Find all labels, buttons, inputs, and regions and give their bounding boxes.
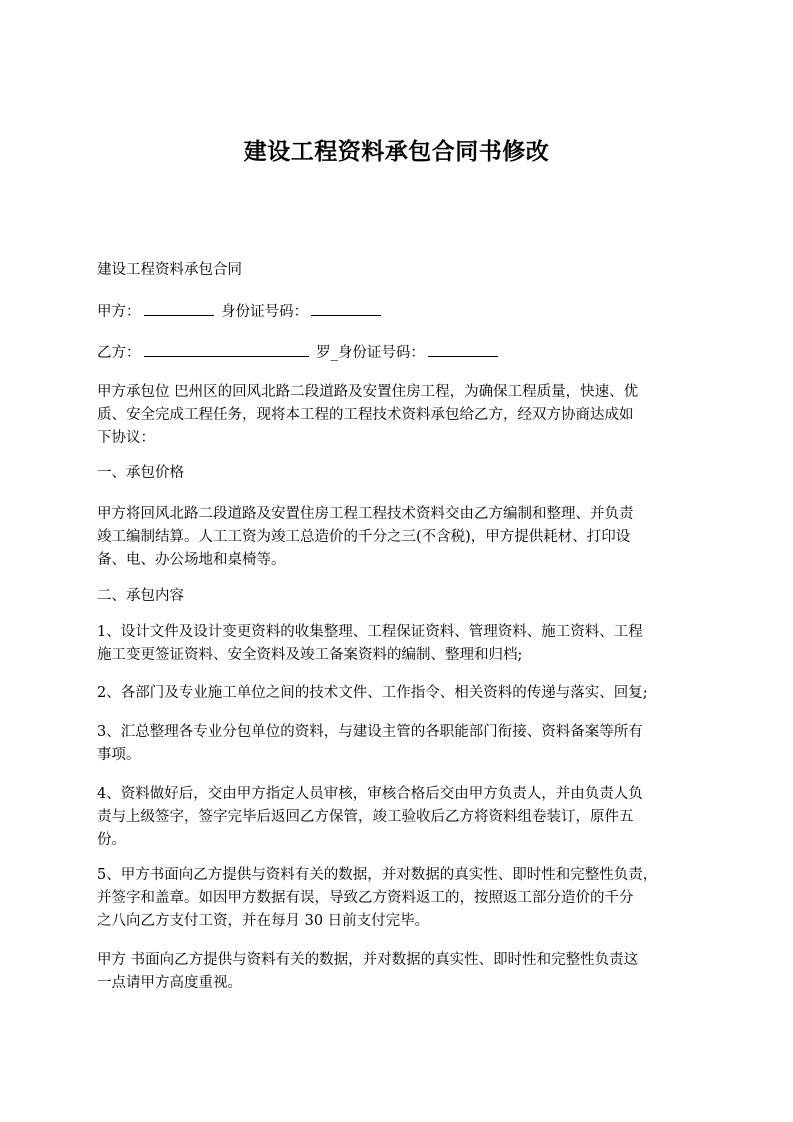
list-item-line: 3、汇总整理各专业分包单位的资料，与建设主管的各职能部门衔接、资料备案等所有: [97, 724, 643, 740]
note-line: 一点请甲方高度重视。: [97, 975, 242, 991]
party-b-name-blank: [144, 341, 309, 357]
list-item-line: 事项。: [97, 747, 141, 763]
list-item-line: 5、甲方书面向乙方提供与资料有关的数据，并对数据的真实性、即时性和完整性负责，: [97, 867, 658, 883]
list-item-3: [97, 721, 709, 767]
party-a-label: 甲方：: [97, 304, 141, 320]
list-item-line: 2、各部门及专业施工单位之间的技术文件、工作指令、相关资料的传递与落实、回复;: [97, 685, 648, 701]
intro-paragraph: [97, 381, 709, 450]
subtitle-text: 建设工程资料承包合同: [97, 262, 242, 278]
party-a-id-label: 身份证号码：: [221, 304, 309, 320]
list-item-line: 并签字和盖章。如因甲方数据有误，导致乙方资料返工的，按照返工部分造价的千分: [97, 890, 634, 906]
party-b-id-label: 罗_身份证号码：: [316, 345, 425, 361]
list-item-line: 之八向乙方支付工资，并在每月 30 日前支付完毕。: [97, 913, 430, 929]
section-1-heading: 一、承包价格: [97, 465, 184, 481]
party-a-id-blank: [311, 300, 381, 316]
section-2-heading: 二、承包内容: [97, 588, 184, 604]
party-a-line: [97, 300, 709, 324]
list-item-1: [97, 621, 709, 667]
party-b-id-blank: [428, 341, 498, 357]
document-title: 建设工程资料承包合同书修改: [243, 139, 550, 165]
intro-line: 质、安全完成工程任务，现将本工程的工程技术资料承包给乙方，经双方协商达成如: [97, 407, 634, 423]
intro-line: 下协议：: [97, 430, 155, 446]
list-item-4: [97, 783, 709, 852]
section-1-paragraph: [97, 503, 709, 572]
intro-line: 甲方承包位 巴州区的回风北路二段道路及安置住房工程，为确保工程质量，快速、优: [97, 384, 639, 400]
list-item-line: 份。: [97, 832, 126, 848]
list-item-5: [97, 864, 709, 933]
list-item-line: 4、资料做好后，交由甲方指定人员审核，审核合格后交由甲方负责人，并由负责人负: [97, 786, 643, 802]
note-line: 甲方 书面向乙方提供与资料有关的数据，并对数据的真实性、即时性和完整性负责这: [97, 952, 639, 968]
paragraph-line: 竣工编制结算。人工工资为竣工总造价的千分之三(不含税)，甲方提供耗材、打印设: [97, 529, 631, 545]
party-b-label: 乙方：: [97, 345, 141, 361]
closing-note: [97, 949, 709, 995]
list-item-line: 1、设计文件及设计变更资料的收集整理、工程保证资料、管理资料、施工资料、工程: [97, 624, 643, 640]
paragraph-line: 甲方将回风北路二段道路及安置住房工程工程技术资料交由乙方编制和整理、并负责: [97, 506, 634, 522]
contract-subtitle: [97, 259, 709, 282]
party-b-line: [97, 341, 709, 365]
list-item-2: [97, 682, 709, 705]
list-item-line: 责与上级签字，签字完毕后返回乙方保管，竣工验收后乙方将资料组卷装订，原件五: [97, 809, 634, 825]
list-item-line: 施工变更签证资料、安全资料及竣工备案资料的编制、整理和归档;: [97, 647, 523, 663]
party-a-name-blank: [144, 300, 214, 316]
paragraph-line: 备、电、办公场地和桌椅等。: [97, 552, 286, 568]
